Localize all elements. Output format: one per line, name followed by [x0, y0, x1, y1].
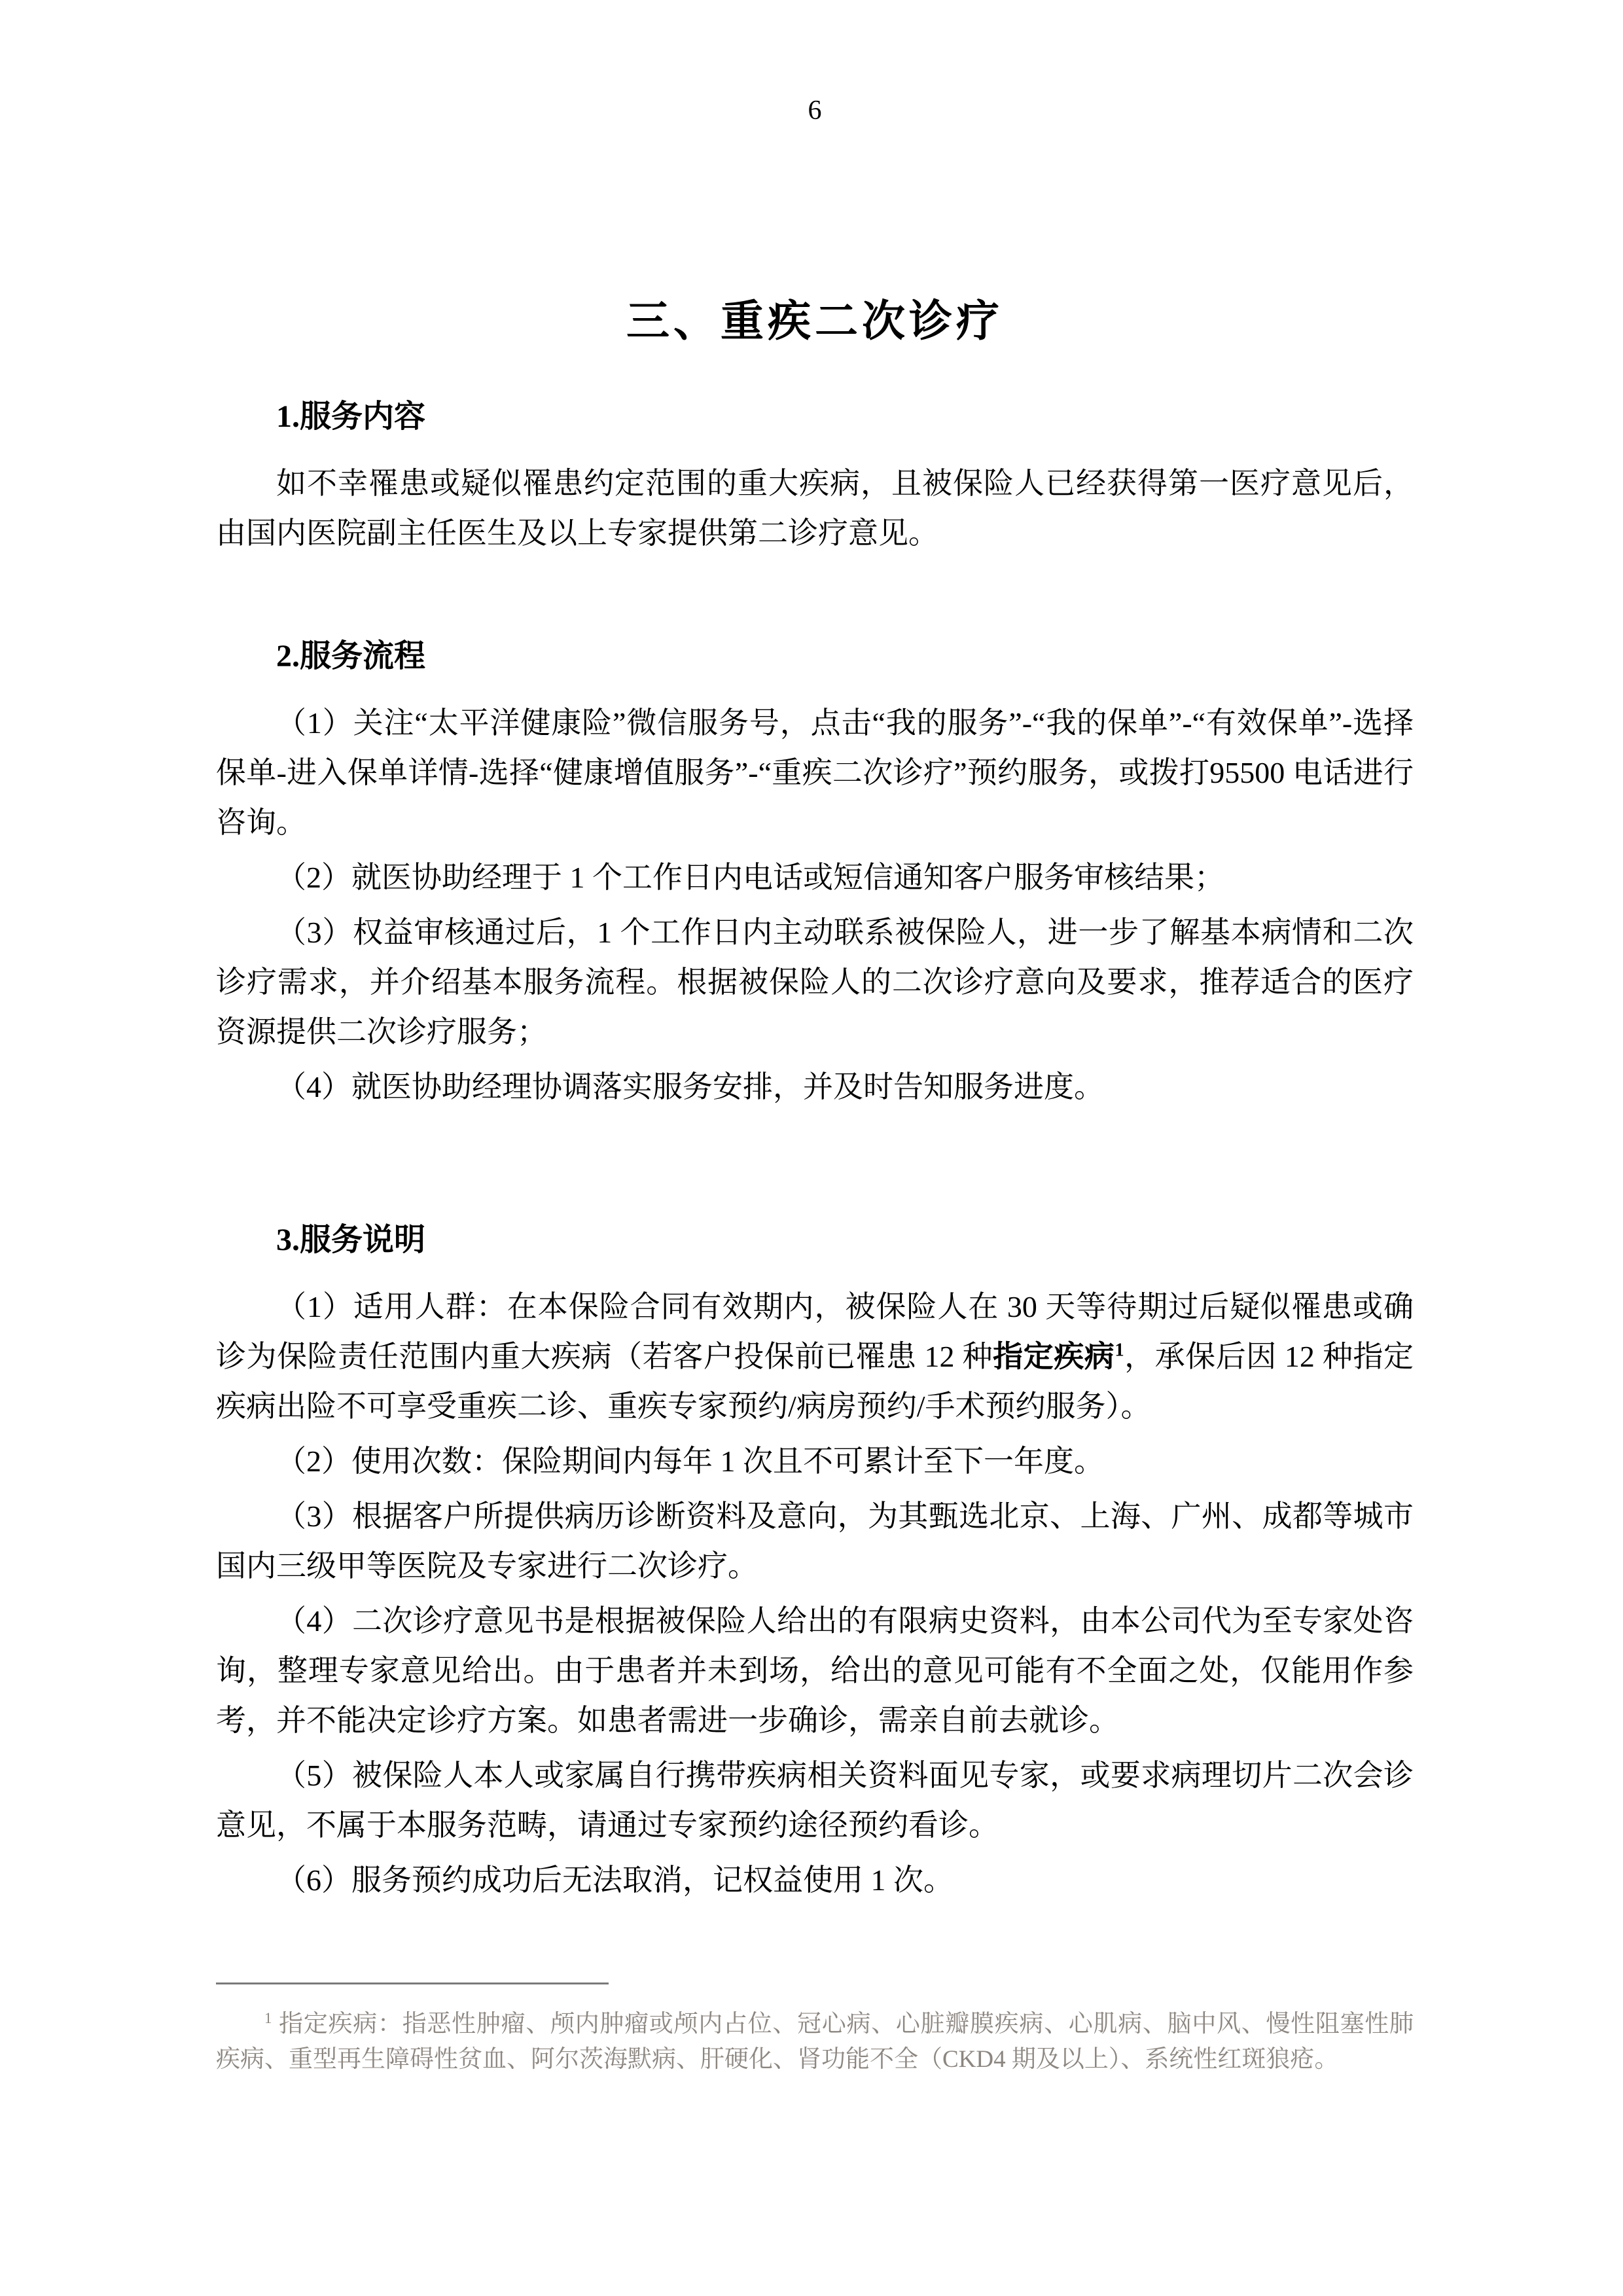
page-number: 6	[808, 96, 822, 126]
paragraph: （2）使用次数：保险期间内每年 1 次且不可累计至下一年度。	[276, 1444, 1104, 1479]
paragraph: （3）根据客户所提供病历诊断资料及意向，为其甄选北京、上海、广州、成都等城市国内三级甲等医院及专家进行二次诊疗。	[216, 1499, 1414, 1583]
page-title: 三、重疾二次诊疗	[626, 298, 1003, 346]
bold-term	[993, 1340, 1124, 1373]
footnote	[216, 2007, 1414, 2077]
paragraph: （4）二次诊疗意见书是根据被保险人给出的有限病史资料，由本公司代为至专家处咨询，整理专家意见给出。由于患者并未到场，给出的意见可能有不全面之处，仅能用作参考，并不能决定诊疗方案。如患者需进一步确诊，需亲自前去就诊。	[216, 1604, 1414, 1738]
section-heading-service-notes: 3.服务说明	[276, 1223, 426, 1258]
footnote-separator-line	[216, 1982, 609, 1984]
paragraph-with-bold-term	[216, 1282, 1414, 1431]
paragraph: （6）服务预约成功后无法取消，记权益使用 1 次。	[276, 1863, 954, 1897]
section-heading-service-content: 1.服务内容	[276, 399, 426, 435]
footnote-number: 1	[264, 2009, 272, 2026]
paragraph: （2）就医协助经理于 1 个工作日内电话或短信通知客户服务审核结果；	[276, 861, 1224, 895]
footnote-reference-mark: 1	[1115, 1340, 1124, 1361]
section-heading-service-process: 2.服务流程	[276, 639, 426, 674]
paragraph: （3）权益审核通过后，1 个工作日内主动联系被保险人，进一步了解基本病情和二次诊疗需求，并介绍基本服务流程。根据被保险人的二次诊疗意向及要求，推荐适合的医疗资源提供二次诊疗服务；	[216, 916, 1414, 1049]
paragraph: （4）就医协助经理协调落实服务安排，并及时告知服务进度。	[276, 1070, 1104, 1104]
footnote-text: 指定疾病：指恶性肿瘤、颅内肿瘤或颅内占位、冠心病、心脏瓣膜疾病、心肌病、脑中风、慢性阻塞性肺疾病、重型再生障碍性贫血、阿尔茨海默病、肝硬化、肾功能不全（CKD4 期及以上）、系统性红斑狼疮。	[216, 2011, 1414, 2073]
paragraph: （5）被保险人本人或家属自行携带疾病相关资料面见专家，或要求病理切片二次会诊意见，不属于本服务范畴，请通过专家预约途径预约看诊。	[216, 1759, 1414, 1842]
paragraph: （1）关注“太平洋健康险”微信服务号，点击“我的服务”-“我的保单”-“有效保单”-选择保单-进入保单详情-选择“健康增值服务”-“重疾二次诊疗”预约服务，或拨打95500 电话进行咨询。	[216, 706, 1414, 840]
bold-term-text: 指定疾病	[993, 1340, 1115, 1374]
paragraph: 如不幸罹患或疑似罹患约定范围的重大疾病，且被保险人已经获得第一医疗意见后，由国内医院副主任医生及以上专家提供第二诊疗意见。	[216, 467, 1414, 550]
paragraph-text: ，承保后因 12 种指定疾病出险不可享受重疾二诊、重疾专家预约/病房预约/手术预约服务）。	[216, 1340, 1414, 1424]
paragraph-text: （1）适用人群：在本保险合同有效期内，被保险人在 30 天等待期过后疑似罹患或确诊为保险责任范围内重大疾病（若客户投保前已罹患 12 种	[216, 1290, 1414, 1374]
